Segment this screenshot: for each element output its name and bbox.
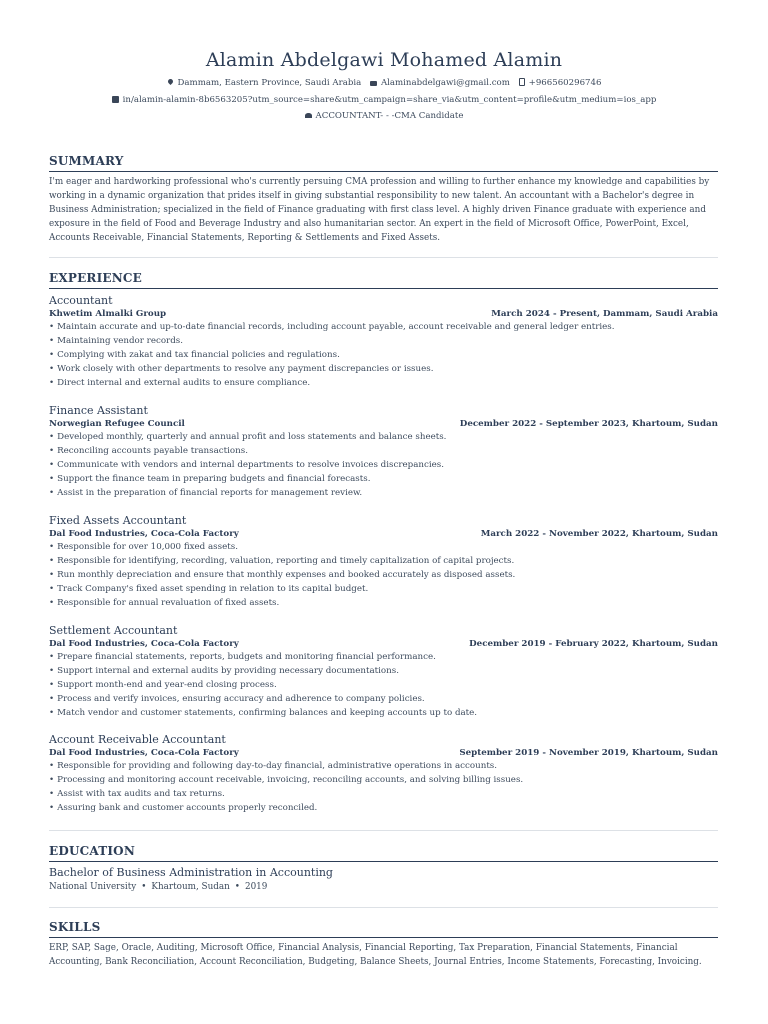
job-company: Dal Food Industries, Coca-Cola Factory [49,748,239,758]
education-year: 2019 [244,882,268,892]
experience-section [49,270,718,813]
job-meta [49,528,718,540]
skills-text: ERP, SAP, Sage, Oracle, Auditing, Microsoft Office, Financial Analysis, Financial Reporting, Tax Preparation, Financial Statements, Financial Accounting, Bank Reconciliation, Account Reconciliation, Budgeting, Balance Sheets, Journal Entries, Income Statements, Forecasting, Invoicing. [49,943,702,967]
headline-row [0,108,768,125]
section-title-skills: SKILLS [49,919,718,938]
resume-header [0,47,768,125]
education-section [49,843,718,894]
job-meta [49,747,718,759]
candidate-name: Alamin Abdelgawi Mohamed Alamin [205,49,563,71]
job-bullet: • Responsible for annual revaluation of fixed assets. [49,596,718,610]
job-title: Settlement Accountant [49,624,178,637]
job-bullet: • Communicate with vendors and internal departments to resolve invoices discrepancies. [49,458,718,472]
job-bullet: • Process and verify invoices, ensuring accuracy and adherence to company policies. [49,692,718,706]
section-title-education: EDUCATION [49,843,718,862]
linkedin-item[interactable] [112,92,657,109]
job-bullet: • Maintaining vendor records. [49,334,718,348]
phone-text: +966560296746 [528,78,602,88]
job-meta [49,308,718,320]
section-title-experience: EXPERIENCE [49,270,718,289]
job-company: Norwegian Refugee Council [49,419,185,429]
contact-row [0,75,768,92]
email-icon [370,81,377,86]
job-bullet: • Support the finance team in preparing budgets and financial forecasts. [49,472,718,486]
headline-text: ACCOUNTANT- - -CMA Candidate [315,111,464,121]
job-bullet: • Track Company's fixed asset spending in relation to its capital budget. [49,582,718,596]
linkedin-link[interactable]: in/alamin-alamin-8b6563205?utm_source=share&utm_campaign=share_via&utm_content=profile&utm_medium=ios_app [122,94,657,105]
linkedin-icon [112,96,119,103]
education-location: Khartoum, Sudan [151,882,230,892]
education-degree: Bachelor of Business Administration in Accounting [49,866,333,879]
job-bullet: • Responsible for providing and following day-to-day financial, administrative operations in accounts. [49,759,718,773]
phone-item [519,75,602,92]
education-meta [49,880,718,894]
divider-line [49,907,718,908]
job-bullet: • Prepare financial statements, reports, budgets and monitoring financial performance. [49,650,718,664]
job-bullet: • Responsible for identifying, recording, valuation, reporting and timely capitalization of capital projects. [49,554,718,568]
job-bullet: • Direct internal and external audits to ensure compliance. [49,376,718,390]
phone-icon [519,78,525,86]
job-bullet: • Processing and monitoring account receivable, invoicing, reconciling accounts, and solving billing issues. [49,773,718,787]
job-bullet: • Responsible for over 10,000 fixed assets. [49,540,718,554]
job-title: Account Receivable Accountant [49,733,226,746]
job-bullet: • Work closely with other departments to resolve any payment discrepancies or issues. [49,362,718,376]
divider-line [49,257,718,258]
job-meta [49,418,718,430]
job-bullet: • Developed monthly, quarterly and annual profit and loss statements and balance sheets. [49,430,718,444]
graduation-cap-icon [305,112,312,119]
job-entry [49,623,718,720]
job-company: Dal Food Industries, Coca-Cola Factory [49,529,239,539]
location-pin-icon [167,79,174,86]
job-bullet: • Support month-end and year-end closing process. [49,678,718,692]
job-entry [49,293,718,390]
linkedin-row [0,92,768,109]
job-dates: March 2024 - Present, Dammam, Saudi Arabia [491,309,718,319]
email-link[interactable]: Alaminabdelgawi@gmail.com [380,78,510,88]
summary-text: I'm eager and hardworking professional who's currently persuing CMA profession and willing to further enhance my knowledge and capabilities by working in a dynamic organization that prides itself in giving substantial responsibility to new talent. An accountant with a Bachelor's degree in Business Administration; specialized in the field of Finance graduating with first class level. A highly driven Finance graduate with experience and exposure in the field of Food and Beverage Industry and also humanitarian sector. An expert in the field of Microsoft Office, PowerPoint, Excel, Accounts Receivable, Financial Statements, Reporting & Settlements and Fixed Assets. [49,177,710,243]
divider-line [49,830,718,831]
job-company: Dal Food Industries, Coca-Cola Factory [49,639,239,649]
job-bullet: • Maintain accurate and up-to-date financial records, including account payable, account receivable and general ledger entries. [49,320,718,334]
job-bullet: • Run monthly depreciation and ensure that monthly expenses and booked accurately as disposed assets. [49,568,718,582]
job-bullet: • Assuring bank and customer accounts properly reconciled. [49,801,718,815]
education-school: National University [49,882,137,892]
job-bullet: • Support internal and external audits by providing necessary documentations. [49,664,718,678]
job-bullet: • Assist in the preparation of financial reports for management review. [49,486,718,500]
job-title: Accountant [49,294,113,307]
section-title-summary: SUMMARY [49,153,718,172]
summary-section [49,153,718,245]
job-dates: September 2019 - November 2019, Khartoum, Sudan [459,748,718,758]
skills-section [49,919,718,969]
job-entry [49,732,718,815]
job-entry [49,513,718,610]
headline-item [305,108,464,125]
job-dates: March 2022 - November 2022, Khartoum, Sudan [480,529,718,539]
email-item[interactable] [370,75,510,92]
separator-dot: • [234,882,240,892]
job-meta [49,638,718,650]
location-text: Dammam, Eastern Province, Saudi Arabia [177,78,362,88]
job-bullet: • Complying with zakat and tax financial policies and regulations. [49,348,718,362]
job-title: Fixed Assets Accountant [49,514,187,527]
separator-dot: • [141,882,147,892]
job-entry [49,403,718,500]
job-dates: December 2022 - September 2023, Khartoum, Sudan [459,419,718,429]
job-company: Khwetim Almalki Group [49,309,167,319]
job-bullet: • Reconciling accounts payable transactions. [49,444,718,458]
job-bullet: • Assist with tax audits and tax returns. [49,787,718,801]
job-bullet: • Match vendor and customer statements, confirming balances and keeping accounts up to date. [49,706,718,720]
job-dates: December 2019 - February 2022, Khartoum, Sudan [469,639,718,649]
location-item [167,75,362,92]
job-title: Finance Assistant [49,404,148,417]
